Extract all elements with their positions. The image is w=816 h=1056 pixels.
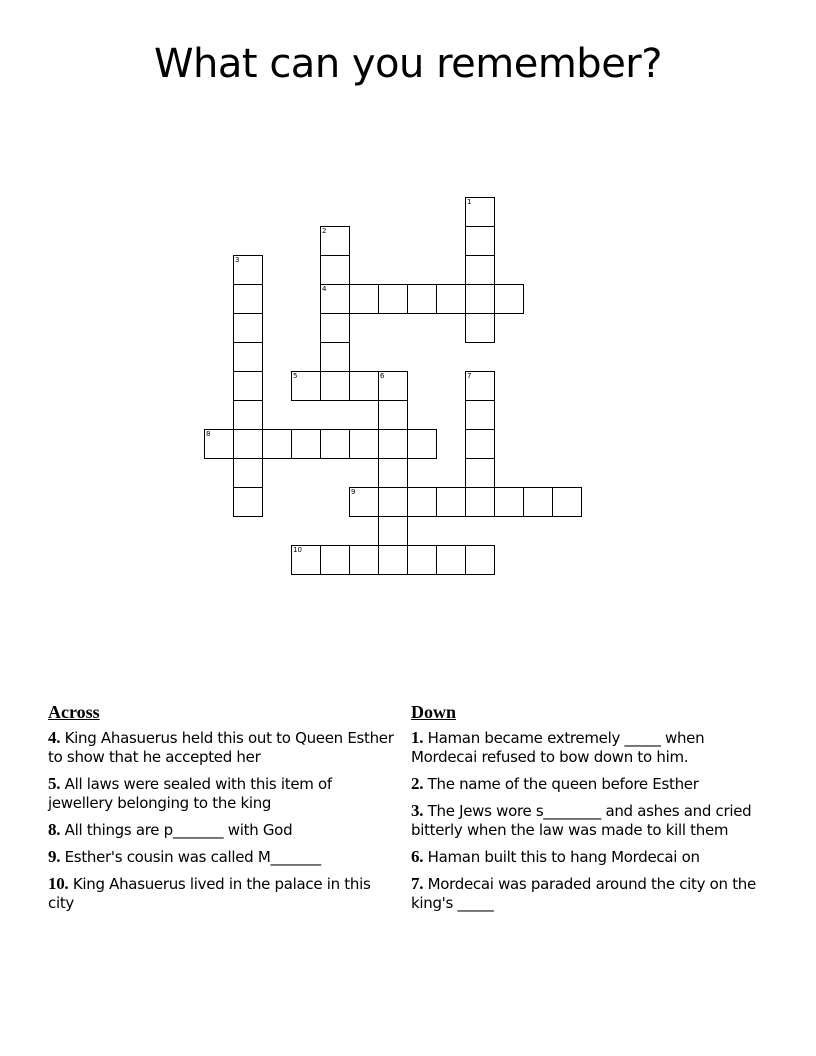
grid-cell[interactable] bbox=[262, 429, 292, 459]
grid-cell[interactable] bbox=[407, 545, 437, 575]
clue-across-5 bbox=[48, 774, 398, 813]
grid-cell[interactable] bbox=[378, 429, 408, 459]
clue-text: Esther's cousin was called M_______ bbox=[64, 848, 321, 866]
clue-number: 3. bbox=[411, 801, 424, 820]
grid-cell[interactable] bbox=[378, 400, 408, 430]
grid-cell[interactable] bbox=[465, 255, 495, 285]
grid-cell[interactable] bbox=[320, 255, 350, 285]
grid-cell[interactable] bbox=[233, 429, 263, 459]
clue-text: Haman became extremely _____ when Mordecai refused to bow down to him. bbox=[411, 729, 705, 766]
clue-across-9 bbox=[48, 847, 398, 867]
grid-cell[interactable] bbox=[349, 284, 379, 314]
clue-text: King Ahasuerus held this out to Queen Esther to show that he accepted her bbox=[48, 729, 394, 766]
grid-cell[interactable] bbox=[523, 487, 553, 517]
clue-number: 9. bbox=[48, 847, 61, 866]
clue-down-3 bbox=[411, 801, 761, 840]
cell-number: 2 bbox=[322, 227, 327, 235]
cell-number: 8 bbox=[206, 430, 211, 438]
grid-cell[interactable] bbox=[465, 284, 495, 314]
clue-down-1 bbox=[411, 728, 761, 767]
grid-cell[interactable] bbox=[465, 313, 495, 343]
clue-text: King Ahasuerus lived in the palace in this city bbox=[48, 875, 371, 912]
grid-cell[interactable] bbox=[349, 545, 379, 575]
grid-cell[interactable] bbox=[320, 429, 350, 459]
clue-text: The name of the queen before Esther bbox=[427, 775, 699, 793]
grid-cell[interactable] bbox=[320, 284, 350, 314]
grid-cell[interactable] bbox=[465, 458, 495, 488]
grid-cell[interactable] bbox=[436, 545, 466, 575]
grid-cell[interactable] bbox=[378, 487, 408, 517]
grid-cell[interactable] bbox=[407, 284, 437, 314]
grid-cell[interactable] bbox=[233, 255, 263, 285]
clue-number: 7. bbox=[411, 874, 424, 893]
grid-cell[interactable] bbox=[465, 487, 495, 517]
grid-cell[interactable] bbox=[407, 429, 437, 459]
across-heading: Across bbox=[48, 702, 100, 722]
grid-cell[interactable] bbox=[320, 371, 350, 401]
clue-across-8 bbox=[48, 820, 398, 840]
grid-cell[interactable] bbox=[320, 545, 350, 575]
clue-number: 4. bbox=[48, 728, 61, 747]
down-heading: Down bbox=[411, 702, 457, 722]
grid-cell[interactable] bbox=[233, 458, 263, 488]
grid-cell[interactable] bbox=[465, 429, 495, 459]
grid-cell[interactable] bbox=[233, 487, 263, 517]
grid-cell[interactable] bbox=[349, 371, 379, 401]
cell-number: 3 bbox=[235, 256, 240, 264]
grid-cell[interactable] bbox=[465, 226, 495, 256]
clue-down-7 bbox=[411, 874, 761, 913]
cell-number: 7 bbox=[467, 372, 472, 380]
grid-cell[interactable] bbox=[407, 487, 437, 517]
grid-cell[interactable] bbox=[233, 342, 263, 372]
grid-cell[interactable] bbox=[465, 545, 495, 575]
grid-cell[interactable] bbox=[233, 400, 263, 430]
grid-cell[interactable] bbox=[349, 429, 379, 459]
grid-cell[interactable] bbox=[349, 487, 379, 517]
grid-cell[interactable] bbox=[233, 313, 263, 343]
grid-cell[interactable] bbox=[494, 487, 524, 517]
grid-cell[interactable] bbox=[320, 342, 350, 372]
grid-cell[interactable] bbox=[204, 429, 234, 459]
grid-cell[interactable] bbox=[552, 487, 582, 517]
clue-text: The Jews wore s________ and ashes and cried bitterly when the law was made to kill them bbox=[411, 802, 752, 839]
clue-number: 10. bbox=[48, 874, 69, 893]
grid-cell[interactable] bbox=[378, 458, 408, 488]
grid-cell[interactable] bbox=[233, 284, 263, 314]
grid-cell[interactable] bbox=[291, 429, 321, 459]
cell-number: 10 bbox=[293, 546, 302, 554]
grid-cell[interactable] bbox=[233, 371, 263, 401]
cell-number: 5 bbox=[293, 372, 298, 380]
clue-down-2 bbox=[411, 774, 761, 794]
clue-number: 8. bbox=[48, 820, 61, 839]
page-title: What can you remember? bbox=[154, 41, 662, 87]
grid-cell[interactable] bbox=[436, 487, 466, 517]
cell-number: 4 bbox=[322, 285, 327, 293]
grid-cell[interactable] bbox=[378, 371, 408, 401]
grid-cell[interactable] bbox=[465, 400, 495, 430]
clue-number: 2. bbox=[411, 774, 424, 793]
clue-text: All laws were sealed with this item of jewellery belonging to the king bbox=[48, 775, 332, 812]
grid-cell[interactable] bbox=[320, 313, 350, 343]
cell-number: 1 bbox=[467, 198, 472, 206]
cell-number: 9 bbox=[351, 488, 356, 496]
grid-cell[interactable] bbox=[465, 371, 495, 401]
grid-cell[interactable] bbox=[291, 371, 321, 401]
grid-cell[interactable] bbox=[494, 284, 524, 314]
grid-cell[interactable] bbox=[378, 284, 408, 314]
grid-cell[interactable] bbox=[465, 197, 495, 227]
grid-cell[interactable] bbox=[378, 545, 408, 575]
clue-across-4 bbox=[48, 728, 398, 767]
grid-cell[interactable] bbox=[320, 226, 350, 256]
clue-number: 1. bbox=[411, 728, 424, 747]
grid-cell[interactable] bbox=[436, 284, 466, 314]
across-clues bbox=[48, 700, 398, 920]
clue-across-10 bbox=[48, 874, 398, 913]
cell-number: 6 bbox=[380, 372, 385, 380]
down-clues bbox=[411, 700, 761, 920]
clue-number: 5. bbox=[48, 774, 61, 793]
clue-text: All things are p_______ with God bbox=[64, 821, 293, 839]
clue-down-6 bbox=[411, 847, 761, 867]
clue-number: 6. bbox=[411, 847, 424, 866]
grid-cell[interactable] bbox=[378, 516, 408, 546]
clue-text: Haman built this to hang Mordecai on bbox=[427, 848, 700, 866]
clue-text: Mordecai was paraded around the city on the king's _____ bbox=[411, 875, 756, 912]
grid-cell[interactable] bbox=[291, 545, 321, 575]
